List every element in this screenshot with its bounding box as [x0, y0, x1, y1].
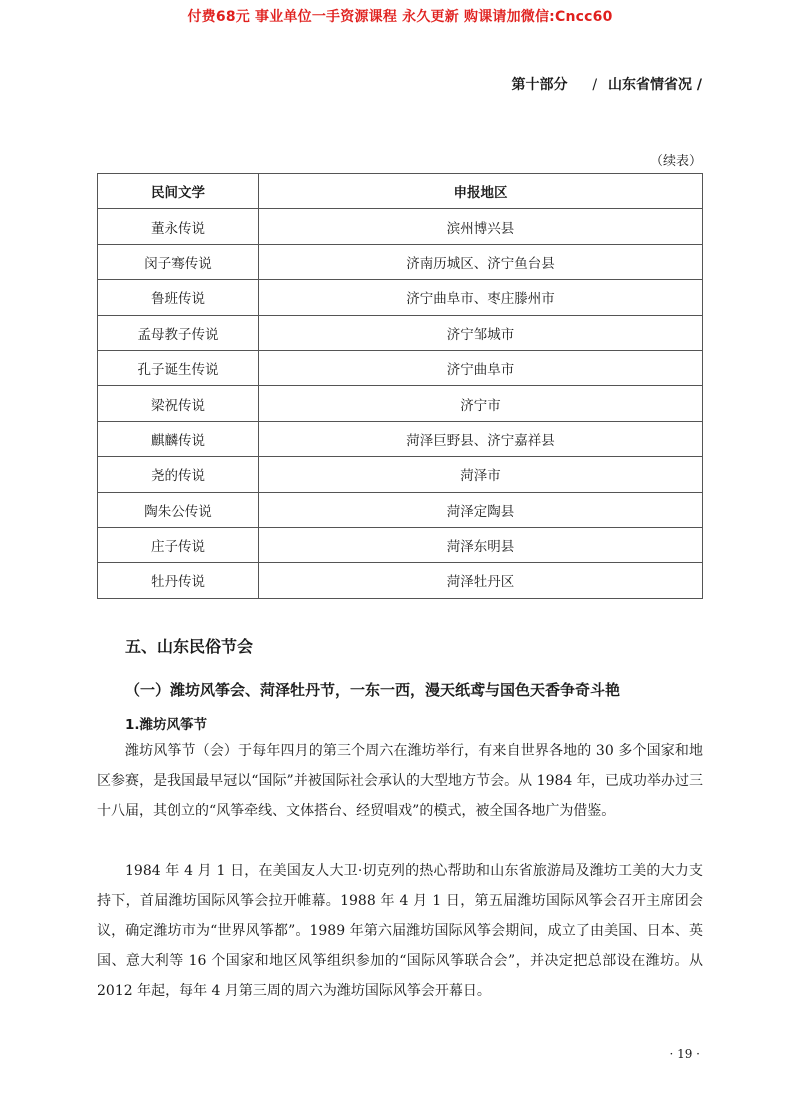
cell-region: 济宁曲阜市、枣庄滕州市	[259, 280, 703, 315]
promo-banner: 付费68元 事业单位一手资源课程 永久更新 购课请加微信:Cncc60	[187, 9, 613, 25]
cell-literature: 麒麟传说	[98, 421, 259, 456]
table-header-row	[98, 174, 703, 209]
header-separator-end: /	[696, 77, 702, 93]
cell-region: 菏泽巨野县、济宁嘉祥县	[259, 421, 703, 456]
table-row	[98, 563, 703, 598]
cell-region: 济宁邹城市	[259, 315, 703, 350]
cell-region: 济南历城区、济宁鱼台县	[259, 244, 703, 279]
cell-literature: 鲁班传说	[98, 280, 259, 315]
header-section: 山东省情省况	[608, 77, 692, 93]
cell-region: 济宁市	[259, 386, 703, 421]
cell-region: 济宁曲阜市	[259, 350, 703, 385]
cell-literature: 董永传说	[98, 209, 259, 244]
cell-literature: 梁祝传说	[98, 386, 259, 421]
cell-literature: 尧的传说	[98, 457, 259, 492]
cell-region: 菏泽定陶县	[259, 492, 703, 527]
column-header-region: 申报地区	[259, 174, 703, 209]
table-row	[98, 457, 703, 492]
table-row	[98, 244, 703, 279]
cell-region: 菏泽牡丹区	[259, 563, 703, 598]
cell-region: 菏泽市	[259, 457, 703, 492]
page-number: · 19 ·	[669, 1047, 700, 1061]
cell-literature: 牡丹传说	[98, 563, 259, 598]
body-paragraph: 潍坊风筝节（会）于每年四月的第三个周六在潍坊举行，有来自世界各地的 30 多个国家和地区参赛，是我国最早冠以“国际”并被国际社会承认的大型地方节会。从 1984 年，已成功举办过三十八届，其创立的“风筝牵线、文体搭台、经贸唱戏”的模式，被全国各地广为借鉴。	[97, 743, 703, 819]
table-row	[98, 350, 703, 385]
section-title: 五、山东民俗节会	[125, 637, 254, 656]
table-row	[98, 527, 703, 562]
folk-literature-table	[97, 173, 703, 599]
running-header	[512, 74, 702, 94]
cell-literature: 闵子骞传说	[98, 244, 259, 279]
cell-region: 菏泽东明县	[259, 527, 703, 562]
table-continued-note: （续表）	[649, 154, 702, 169]
table-row	[98, 280, 703, 315]
cell-literature: 孟母教子传说	[98, 315, 259, 350]
table-row	[98, 315, 703, 350]
table-row	[98, 386, 703, 421]
item-title: 1.潍坊风筝节	[125, 717, 208, 733]
subsection-title: （一）潍坊风筝会、菏泽牡丹节，一东一西，漫天纸鸢与国色天香争奇斗艳	[125, 681, 621, 699]
cell-literature: 孔子诞生传说	[98, 350, 259, 385]
table-row	[98, 421, 703, 456]
body-paragraph: 1984 年 4 月 1 日，在美国友人大卫·切克列的热心帮助和山东省旅游局及潍坊工美的大力支持下，首届潍坊国际风筝会拉开帷幕。1988 年 4 月 1 日，第五届潍坊国际风筝会召开主席团会议，确定潍坊市为“世界风筝都”。1989 年第六届潍坊国际风筝会期间，成立了由美国、日本、英国、意大利等 16 个国家和地区风筝组织参加的“国际风筝联合会”，并决定把总部设在潍坊。从 2012 年起，每年 4 月第三周的周六为潍坊国际风筝会开幕日。	[97, 863, 703, 999]
table-row	[98, 492, 703, 527]
header-separator: /	[592, 77, 598, 93]
cell-literature: 庄子传说	[98, 527, 259, 562]
column-header-literature: 民间文学	[98, 174, 259, 209]
header-part: 第十部分	[511, 77, 568, 93]
cell-literature: 陶朱公传说	[98, 492, 259, 527]
table-row	[98, 209, 703, 244]
cell-region: 滨州博兴县	[259, 209, 703, 244]
